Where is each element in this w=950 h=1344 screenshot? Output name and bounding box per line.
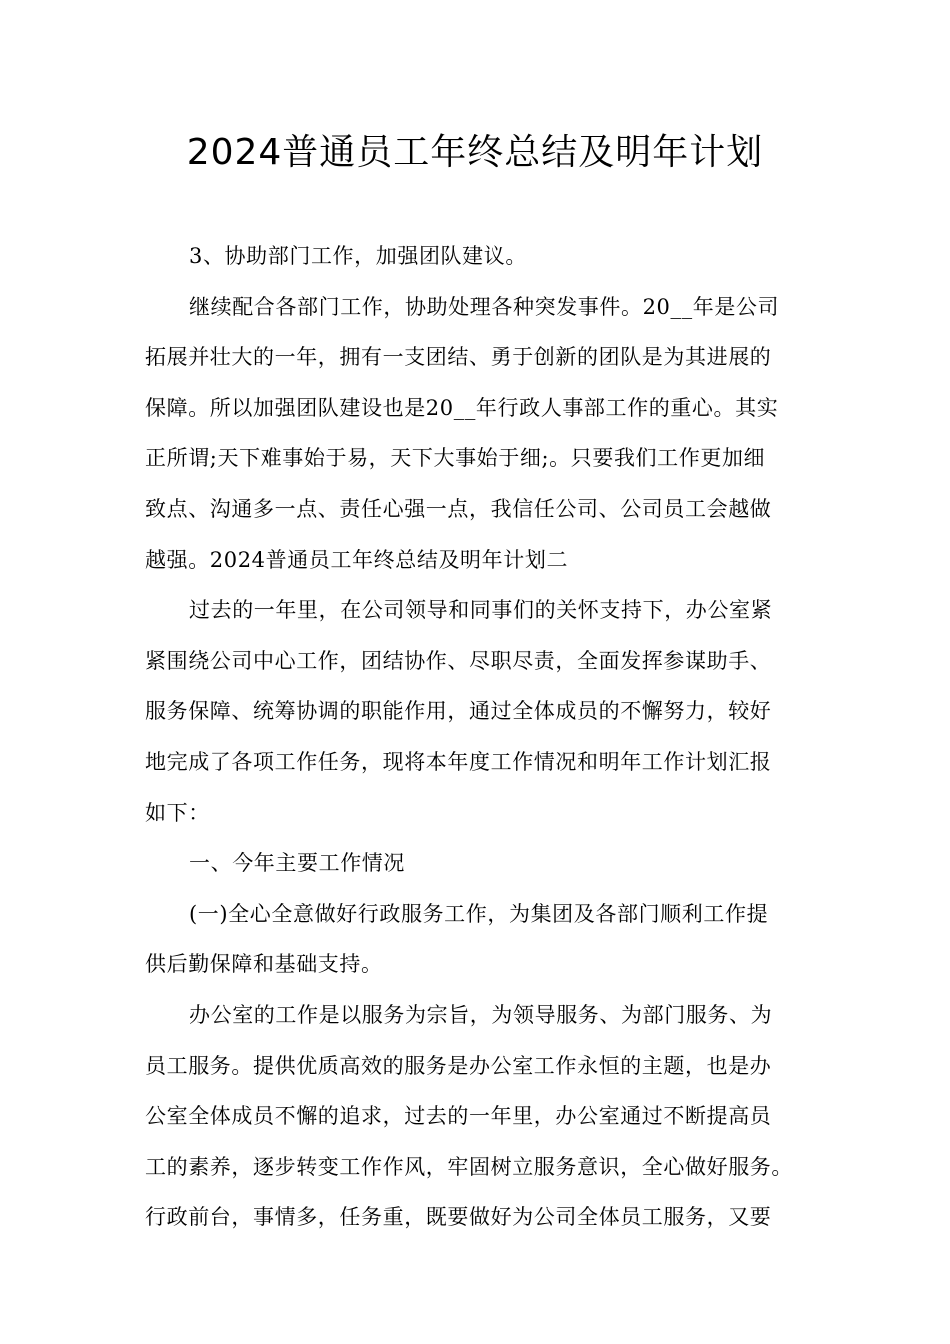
text-line: 供后勤保障和基础支持。 — [145, 952, 383, 977]
text-line: 过去的一年里，在公司领导和同事们的关怀支持下，办公室紧 — [189, 598, 773, 623]
text-line: 如下： — [145, 800, 210, 825]
text-line: 一、今年主要工作情况 — [189, 851, 405, 876]
text-line: 保障。所以加强团队建设也是20__年行政人事部工作的重心。其实 — [145, 395, 779, 420]
text-line: 致点、沟通多一点、责任心强一点，我信任公司、公司员工会越做 — [145, 496, 772, 521]
text-line: 越强。2024普通员工年终总结及明年计划二 — [145, 547, 569, 572]
text-line: 办公室的工作是以服务为宗旨，为领导服务、为部门服务、为 — [189, 1002, 773, 1027]
document-body — [145, 231, 807, 1243]
text-line: 服务保障、统筹协调的职能作用，通过全体成员的不懈努力，较好 — [145, 699, 772, 724]
text-line: 公室全体成员不懈的追求，过去的一年里，办公室通过不断提高员 — [145, 1104, 772, 1129]
text-line: 工的素养，逐步转变工作作风，牢固树立服务意识，全心做好服务。 — [145, 1154, 793, 1179]
text-line: 拓展并壮大的一年，拥有一支团结、勇于创新的团队是为其进展的 — [145, 345, 772, 370]
text-line: 继续配合各部门工作，协助处理各种突发事件。20__年是公司 — [189, 294, 780, 319]
text-line: 正所谓;天下难事始于易，天下大事始于细;。只要我们工作更加细 — [145, 446, 766, 471]
text-line: (一)全心全意做好行政服务工作，为集团及各部门顺利工作提 — [189, 901, 769, 926]
text-line: 员工服务。提供优质高效的服务是办公室工作永恒的主题，也是办 — [145, 1053, 772, 1078]
text-line: 紧围绕公司中心工作，团结协作、尽职尽责，全面发挥参谋助手、 — [145, 648, 772, 673]
text-line: 地完成了各项工作任务，现将本年度工作情况和明年工作计划汇报 — [145, 749, 772, 774]
document-title: 2024普通员工年终总结及明年计划 — [186, 132, 764, 173]
text-line: 行政前台，事情多，任务重，既要做好为公司全体员工服务，又要 — [145, 1205, 772, 1230]
text-line: 3、协助部门工作，加强团队建议。 — [189, 244, 527, 268]
